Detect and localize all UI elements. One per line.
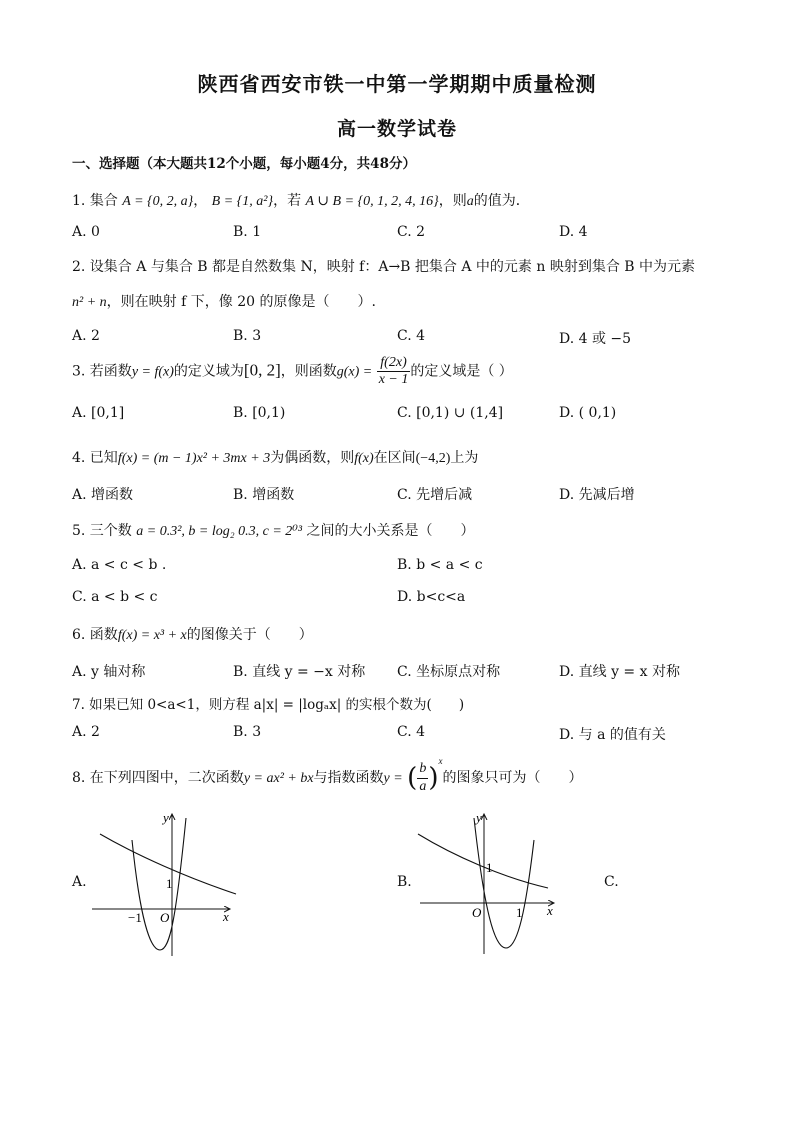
q4-option-a[interactable]: A. 增函数 (72, 487, 134, 503)
q3-func: y = f(x) (131, 364, 174, 380)
graph-a-x-label: x (223, 909, 229, 924)
q1-sep3: ，则 (438, 193, 467, 209)
q8-fraction (417, 761, 428, 794)
q6-option-d[interactable]: D. 直线 y = x 对称 (559, 664, 680, 680)
question-2-line2 (72, 291, 376, 311)
q2-expr: n² + n (72, 295, 107, 310)
q3-fraction (377, 355, 411, 388)
q5-text: 5. 三个数 (72, 523, 132, 539)
graph-b-tick-1-x: 1 (516, 905, 523, 920)
q3-option-c[interactable]: C. [0,1) ∪ (1,4] (397, 405, 504, 421)
q4-option-c[interactable]: C. 先增后减 (397, 487, 473, 503)
q2-option-c[interactable]: C. 4 (397, 328, 426, 344)
q3-numerator: f(2x) (377, 355, 411, 372)
q4-fx: f(x) (354, 451, 374, 466)
q2-option-a[interactable]: A. 2 (72, 328, 100, 344)
q4-func: f(x) = (m − 1)x² + 3mx + 3 (117, 451, 271, 466)
graph-b-parabola (474, 818, 534, 948)
q8-paren-left: ( (407, 763, 418, 793)
q7-option-c[interactable]: C. 4 (397, 724, 426, 740)
q1-text: 集合 (89, 193, 118, 209)
q1-option-a[interactable]: A. 0 (72, 224, 100, 240)
figure-label-b[interactable]: B. (397, 874, 412, 890)
q8-paren-right: ) (428, 763, 439, 793)
q6-post: 的图像关于（ ） (186, 627, 313, 643)
graph-b (414, 808, 564, 958)
q5-option-d[interactable]: D. b<c<a (397, 589, 466, 605)
q8-post: 的图象只可为（ ） (442, 770, 583, 786)
q3-text2: 的定义域为 (173, 363, 244, 380)
graph-b-x-label: x (547, 903, 553, 918)
q5-expr: a = 0.3², b = log₂ 0.3, c = 2⁰³ (136, 524, 303, 539)
q3-option-b[interactable]: B. [0,1) (233, 405, 286, 421)
question-6 (72, 624, 313, 644)
q7-option-a[interactable]: A. 2 (72, 724, 100, 740)
q4-option-b[interactable]: B. 增函数 (233, 487, 295, 503)
graph-a-origin: O (160, 910, 170, 925)
question-8 (72, 756, 582, 795)
q1-number: 1. (72, 193, 86, 209)
q4-text: 4. 已知 (72, 450, 118, 466)
q2-text: ，则在映射 f 下，像 20 的原像是（ ）. (106, 294, 376, 310)
graph-a-tick-1: 1 (166, 876, 173, 891)
q6-text: 6. 函数 (72, 627, 118, 643)
q6-func: f(x) = x³ + x (117, 628, 187, 643)
q4-post: 上为 (450, 450, 479, 466)
q8-frac-num: b (417, 761, 428, 778)
graph-b-tick-1-y: 1 (486, 860, 493, 875)
q4-text2: 为偶函数，则 (270, 450, 355, 466)
page-title: 陕西省西安市铁一中第一学期期中质量检测 (197, 72, 597, 96)
q5-option-c[interactable]: C. a < b < c (72, 589, 158, 605)
q3-post: 的定义域是（ ） (410, 363, 513, 380)
q3-gx: g(x) = (336, 364, 373, 380)
graph-a (88, 808, 248, 958)
page-subtitle: 高一数学试卷 (336, 118, 457, 140)
q1-option-b[interactable]: B. 1 (233, 224, 262, 240)
q8-text: 8. 在下列四图中，二次函数 (72, 770, 244, 786)
figure-label-c[interactable]: C. (604, 874, 619, 890)
graph-a-y-label: y (163, 810, 169, 825)
q2-option-b[interactable]: B. 3 (233, 328, 262, 344)
q6-option-a[interactable]: A. y 轴对称 (72, 664, 146, 680)
question-7: 7. 如果已知 0<a<1，则方程 a|x| = |logₐx| 的实根个数为( ) (72, 697, 465, 713)
q4-option-d[interactable]: D. 先减后增 (559, 487, 635, 503)
q3-domain: [0, 2] (243, 360, 281, 380)
q8-exp-lhs: y = (383, 771, 403, 786)
q5-post: 之间的大小关系是（ ） (306, 523, 475, 539)
figure-label-a[interactable]: A. (72, 874, 87, 890)
q5-option-b[interactable]: B. b < a < c (397, 557, 483, 573)
q6-option-c[interactable]: C. 坐标原点对称 (397, 664, 501, 680)
q3-text3: ，则函数 (280, 363, 337, 380)
graph-a-parabola (132, 818, 186, 950)
question-5 (72, 520, 475, 540)
q3-option-a[interactable]: A. [0,1] (72, 405, 125, 421)
q2-option-d[interactable]: D. 4 或 −5 (559, 331, 632, 347)
q1-var: a (466, 194, 474, 209)
q3-option-d[interactable]: D. ( 0,1) (559, 405, 617, 421)
q3-text: 3. 若函数 (72, 363, 132, 380)
graph-b-y-label: y (476, 810, 482, 825)
question-1 (72, 190, 530, 210)
q1-option-d[interactable]: D. 4 (559, 224, 588, 240)
q8-text2: 与指数函数 (313, 770, 384, 786)
q4-text3: 在区间 (373, 450, 416, 466)
q7-option-b[interactable]: B. 3 (233, 724, 262, 740)
q1-post: 的值为． (473, 193, 530, 209)
question-3 (72, 355, 513, 388)
q3-denominator: x − 1 (378, 372, 409, 388)
q1-sep: ， (193, 193, 208, 209)
question-4 (72, 447, 478, 467)
q6-option-b[interactable]: B. 直线 y = −x 对称 (233, 664, 366, 680)
q1-set-b: B = {1, a²} (211, 194, 274, 209)
q1-union: A ∪ B = {0, 1, 2, 4, 16} (305, 194, 439, 209)
section-heading: 一、选择题（本大题共12个小题，每小题4分，共48分） (72, 156, 416, 172)
q1-option-c[interactable]: C. 2 (397, 224, 426, 240)
q1-set-a: A = {0, 2, a} (122, 194, 194, 209)
graph-b-origin: O (472, 905, 482, 920)
q1-sep2: ，若 (273, 193, 302, 209)
question-2-line1: 2. 设集合 A 与集合 B 都是自然数集 N，映射 f：A→B 把集合 A 中的元素 n 映射到集合 B 中为元素 (72, 259, 696, 275)
q4-interval: (−4,2) (415, 451, 451, 466)
q8-quadratic: y = ax² + bx (243, 771, 314, 786)
q8-frac-den: a (419, 778, 427, 794)
q5-option-a[interactable]: A. a < c < b . (72, 557, 167, 573)
q7-option-d[interactable]: D. 与 a 的值有关 (559, 727, 666, 743)
graph-a-tick-neg1: −1 (128, 910, 142, 925)
q8-exponent: x (438, 756, 443, 766)
